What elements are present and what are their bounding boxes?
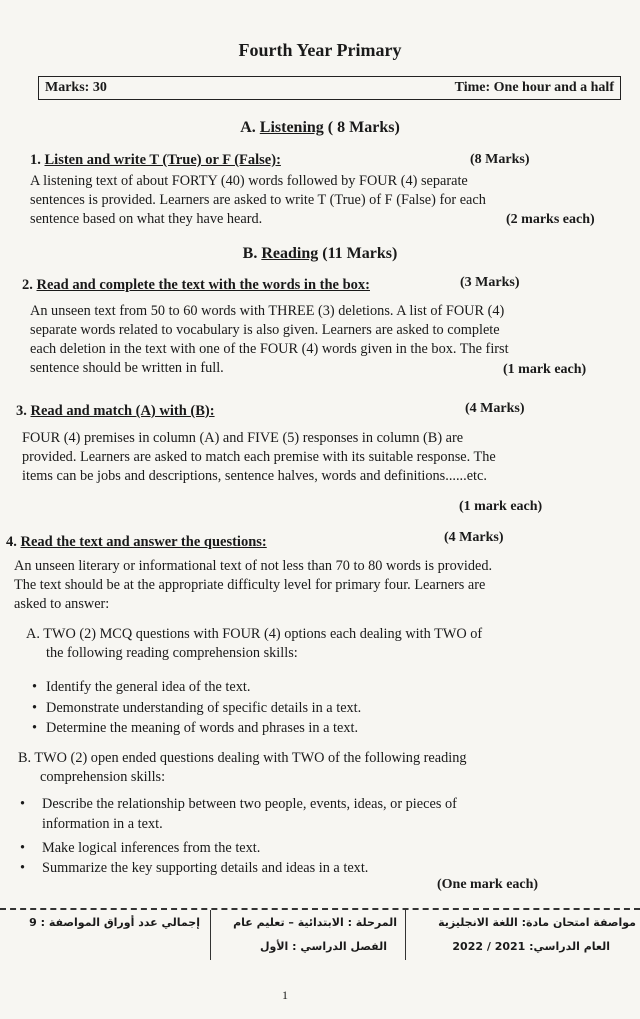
page-title: Fourth Year Primary [238,40,402,60]
bullet-text: Demonstrate understanding of specific details in a text. [46,700,362,716]
footer-divider [405,910,406,960]
bullet-text: Identify the general idea of the text. [46,679,251,695]
total-marks: Marks: 30 [45,80,107,95]
footer-stage: المرحلة : الابتدائية – تعليم عام [233,916,397,929]
question-3-text: Read and match (A) with (B): [30,403,215,419]
question-4-title [6,534,267,551]
question-3-title [16,403,215,420]
question-1-title [30,152,281,169]
section-a-marks: ( 8 Marks) [327,119,400,136]
text-line: An unseen literary or informational text of not less than 70 to 80 words is provided. [14,558,493,574]
text-line: items can be jobs and descriptions, sentence halves, words and definitions......etc. [22,468,487,484]
text-line: The text should be at the appropriate difficulty level for primary four. Learners are [14,577,486,593]
bullet-dot: • [32,700,38,716]
text-line: B. TWO (2) open ended questions dealing with TWO of the following reading [18,750,467,766]
footer-bar [0,908,640,960]
question-1-marks: (8 Marks) [470,152,530,167]
footer-subject: مواصفة امتحان مادة: اللغة الانجليزية [438,916,636,929]
section-b-heading [0,245,640,263]
question-3-mark-each: (1 mark each) [459,499,543,514]
section-b-label: B. [242,245,258,262]
question-4-text: Read the text and answer the questions: [20,534,267,550]
bullet-item [20,859,368,878]
question-4-number: 4. [6,534,17,550]
text-line: FOUR (4) premises in column (A) and FIVE (5) responses in column (B) are [22,430,464,446]
footer-divider [210,910,211,960]
bullet-continuation: information in a text. [42,816,163,832]
section-b-marks: (11 Marks) [322,245,398,262]
bullet-item [32,699,361,718]
bullet-dot: • [32,720,38,736]
bullet-text: Summarize the key supporting details and ideas in a text. [42,860,369,876]
question-3-marks: (4 Marks) [465,401,525,416]
bullet-text: Determine the meaning of words and phrases in a text. [46,720,359,736]
section-b-name: Reading [261,245,319,262]
bullet-dot: • [32,679,38,695]
question-2-mark-each: (1 mark each) [503,362,587,377]
text-line: sentences is provided. Learners are asked to write T (True) of F (False) for each [30,192,486,208]
bullet-item [20,795,457,814]
marks-time-bar [38,76,621,100]
bullet-dot: • [20,840,26,856]
text-line: A listening text of about FORTY (40) words followed by FOUR (4) separate [30,173,468,189]
text-line: sentence should be written in full. [30,360,224,376]
text-line: sentence based on what they have heard. [30,211,263,227]
text-line: the following reading comprehension skills: [46,645,298,661]
bullet-item [32,678,250,697]
bullet-text: Make logical inferences from the text. [42,840,261,856]
section-a-name: Listening [259,119,324,136]
exam-time: Time: One hour and a half [454,80,614,95]
text-line: A. TWO (2) MCQ questions with FOUR (4) options each dealing with TWO of [26,626,483,642]
text-line: asked to answer: [14,596,110,612]
question-2-number: 2. [22,277,33,293]
question-4-mark-each: (One mark each) [437,877,539,892]
question-2-marks: (3 Marks) [460,275,520,290]
section-a-label: A. [240,119,256,136]
text-line: comprehension skills: [40,769,166,785]
question-4-part-b [18,749,467,787]
question-4-part-a [26,625,482,663]
footer-term: الفصل الدراسي : الأول [259,940,387,953]
text-line: provided. Learners are asked to match each premise with its suitable response. The [22,449,496,465]
question-4-description [14,557,606,614]
page-number: 1 [282,988,288,1002]
question-3-number: 3. [16,403,27,419]
bullet-text: Describe the relationship between two people, events, ideas, or pieces of [42,796,457,812]
question-3-description [22,429,614,486]
text-line: separate words related to vocabulary is also given. Learners are asked to complete [30,322,500,338]
question-2-text: Read and complete the text with the words in the box: [36,277,370,293]
section-a-heading [0,119,640,137]
text-line: each deletion in the text with one of the FOUR (4) words given in the box. The first [30,341,509,357]
footer-total-pages: إجمالي عدد أوراق المواصفة : 9 [29,916,200,929]
bullet-item [32,719,358,738]
question-2-title [22,277,370,294]
question-4-marks: (4 Marks) [444,530,504,545]
bullet-item [20,839,260,858]
bullet-dot: • [20,796,26,812]
question-1-mark-each: (2 marks each) [506,212,595,227]
text-line: An unseen text from 50 to 60 words with THREE (3) deletions. A list of FOUR (4) [30,303,505,319]
footer-year: العام الدراسي: 2021 / 2022 [452,940,610,953]
question-1-text: Listen and write T (True) or F (False): [44,152,281,168]
bullet-dot: • [20,860,26,876]
question-1-number: 1. [30,152,41,168]
